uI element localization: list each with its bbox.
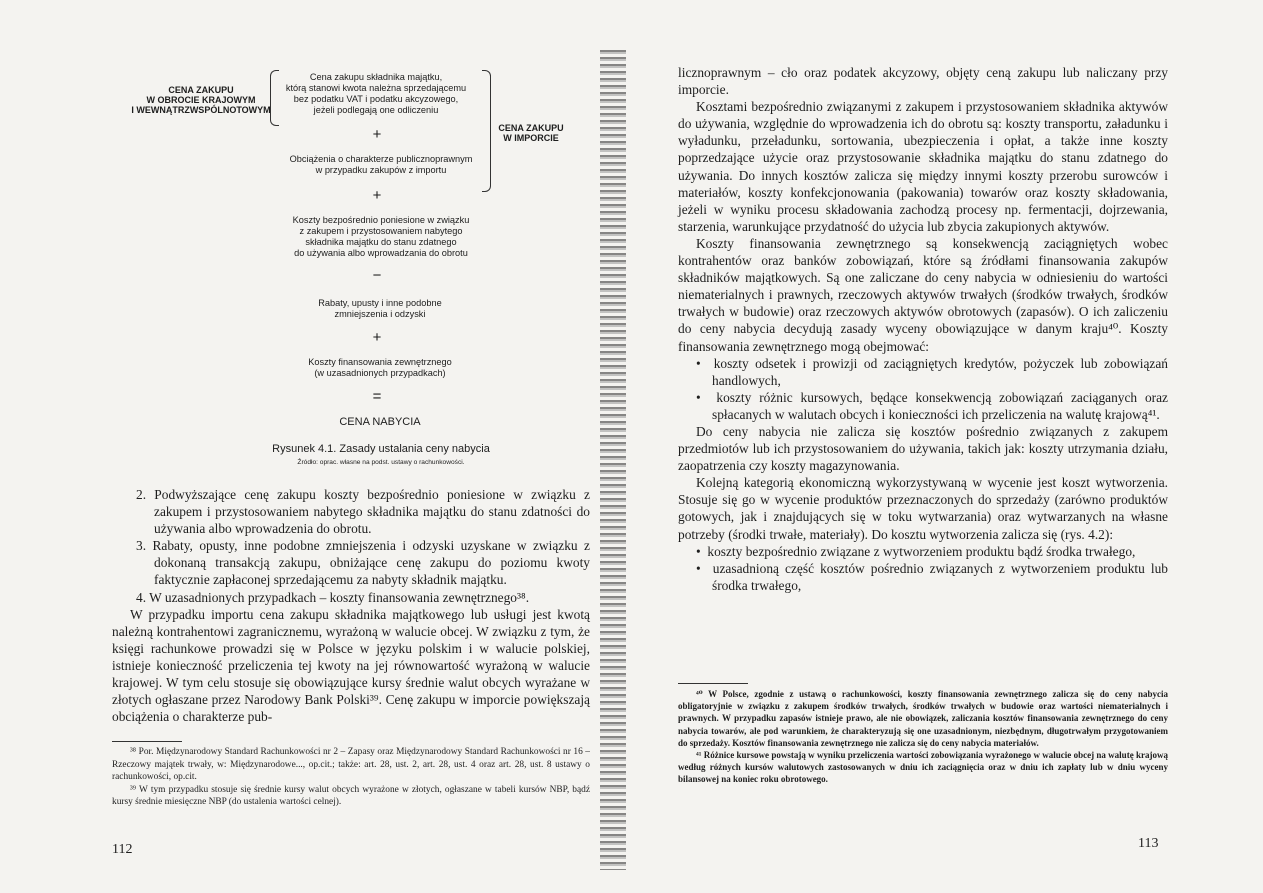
list-item-2: 2. Podwyższające cenę zakupu koszty bezpośrednio poniesione w związku z zakupem i przystosowaniem nabytego składnika majątku do stanu zdatności do używania albo wprowadzenia do obrotu. (136, 487, 590, 537)
bullet-item: • koszty różnic kursowych, będące konsekwencją zobowiązań zaciąganych oraz spłacanych w walutach obcych i konieczności ich przeliczenia na walutę krajową⁴¹. (696, 389, 1169, 422)
diagram-box-koszty-finansowania: Koszty finansowania zewnętrznego (w uzasadnionych przypadkach) (308, 357, 452, 378)
footnote-40: ⁴⁰ W Polsce, zgodnie z ustawą o rachunkowości, koszty finansowania zewnętrznego zalicza się do ceny nabycia obligatoryjnie w związku z zakupem środków trwałych, środków trwałych w budowie oraz wartości niematerialnych i prawnych. W przypadku zapasów istnieje prawo, ale nie obowiązek, zaliczania kosztów finansowania zewnętrznego do ceny nabycia towarów, ale pod warunkiem, że charakteryzują się one uzasadnionym, niezbędnym, długotrwałym przygotowaniem do sprzedaży. Kosztów finansowania zewnętrznego nie zalicza się do ceny nabycia materiałów. (678, 689, 1168, 748)
left-footnotes (112, 746, 590, 809)
bullet-item: • koszty bezpośrednio związane z wytworzeniem produktu bądź środka trwałego, (696, 543, 1136, 559)
plus-sign-3: + (372, 329, 382, 346)
figure-caption: Rysunek 4.1. Zasady ustalania ceny nabycia (272, 443, 490, 455)
paragraph-continued: licznoprawnym – cło oraz podatek akcyzowy, objęty ceną zakupu lub naliczany przy imporcie. (678, 65, 1168, 98)
plus-sign-1: + (372, 126, 382, 143)
paragraph-import: W przypadku importu cena zakupu składnika majątkowego lub usługi jest kwotą należną kontrahentowi zagranicznemu, wyrażoną w walucie obcej. W związku z tym, że księgi rachunkowe prowadzi się w Polsce w języku polskim i w walucie polskiej, istnieje konieczność przeliczenia tej kwoty na jej równowartość wyrażoną w walucie krajowej. W tym celu stosuje się obowiązujące kursy średnie walut obcych wyrażane w złotych ogłaszane przez Narodowy Bank Polski³⁹. Cenę zakupu w imporcie powiększają obciążenia o charakterze pub- (112, 606, 590, 725)
paragraph-koszty-bezposrednie: Kosztami bezpośrednio związanymi z zakupem i przystosowaniem składnika aktywów do używania, względnie do wprowadzenia ich do obrotu są: koszty transportu, załadunku i wyładunku, przeładunku, sortowania, ubezpieczenia i opłat, a także inne koszty poprzedzające użycie oraz przystosowanie składnika majątku do stanu zdatnego do używania. Do innych kosztów zalicza się między innymi koszty przerobu surowców i materiałów, koszty konfekcjonowania (pakowania) towarów oraz koszty składowania, jeżeli w wyniku procesu składowania zachodzą procesy np. fermentacji, dojrzewania, starzenia, warunkujące przydatność do użycia lub zbycia zakupionych aktywów. (678, 99, 1168, 234)
bullet-text: uzasadnioną część kosztów pośrednio związanych z wytworzeniem produktu lub środka trwałego, (712, 560, 1168, 593)
paragraph-koszty-finansowania: Koszty finansowania zewnętrznego są konsekwencją zaciągniętych wobec kontrahentów oraz banków zobowiązań, które są źródłami finansowania zakupów składników majątkowych. Są one zaliczane do ceny nabycia w odniesieniu do wartości niematerialnych i prawnych, rzeczowych aktywów trwałych (środków trwałych, środków trwałych w budowie) oraz rzeczowych aktywów obrotowych (zapasów). O ich zaliczeniu do ceny nabycia decydują zasady wyceny obowiązujące w danym kraju⁴⁰. Koszty finansowania zewnętrznego mogą obejmować: (678, 235, 1168, 354)
bullet-text: koszty bezpośrednio związane z wytworzeniem produktu bądź środka trwałego, (707, 543, 1136, 559)
minus-sign: − (372, 267, 382, 284)
paragraph-koszt-wytworzenia: Kolejną kategorią ekonomiczną wykorzystywaną w wycenie jest koszt wytworzenia. Stosuje się go w wycenie produktów przeznaczonych do sprzedaży (zarówno produktów gotowych, jak i znajdujących się w toku wytwarzania) oraz wytwarzanych na własne potrzeby (środki trwałe, materiały). Do kosztu wytworzenia zalicza się (rys. 4.2): (678, 475, 1168, 542)
diagram-box-obciazenia: Obciążenia o charakterze publicznoprawnym w przypadku zakupów z importu (289, 154, 473, 175)
right-page (612, 0, 1263, 893)
list-item-4: 4. W uzasadnionych przypadkach – koszty finansowania zewnętrznego³⁸. (136, 589, 530, 605)
diagram-box-rabaty: Rabaty, upusty i inne podobne zmniejszenia i odzyski (318, 298, 442, 319)
plus-sign-2: + (372, 187, 382, 204)
page-number: 112 (112, 842, 133, 857)
paragraph-koszty-posrednie: Do ceny nabycia nie zalicza się kosztów pośrednio związanych z zakupem przedmiotów lub ich przystosowaniem do używania, takich jak: koszty utrzymania działu, zaopatrzenia czy koszty magazynowania. (678, 423, 1168, 474)
bullet-item: • uzasadnioną część kosztów pośrednio związanych z wytworzeniem produktu lub środka trwałego, (696, 560, 1168, 593)
bullet-text: koszty odsetek i prowizji od zaciągniętych kredytów, pożyczek lub zobowiązań handlowych, (712, 355, 1168, 388)
footnote-38: ³⁸ Por. Międzynarodowy Standard Rachunkowości nr 2 – Zapasy oraz Międzynarodowy Standard Rachunkowości nr 16 – Rzeczowy majątek trwały, w: Międzynarodowe..., op.cit.; także: art. 28, ust. 2, art. 28, ust. 4 oraz art. 28, ust. 8 ustawy o rachunkowości, op.cit. (112, 747, 590, 782)
equals-sign: = (372, 388, 382, 405)
label-cena-zakupu-import: CENA ZAKUPU W IMPORCIE (498, 123, 564, 143)
list-item-3: 3. Rabaty, opusty, inne podobne zmniejszenia i odzyski uzyskane w związku z dokonaną transakcją zakupu, obniżające cenę zakupu do poziomu kwoty faktycznie zapłaconej sprzedającemu za nabyty składnik majątku. (136, 538, 590, 588)
page-number: 113 (1138, 836, 1159, 851)
figure-source: Źródło: oprac. własne na podst. ustawy o rachunkowości. (297, 459, 465, 466)
footnote-39: ³⁹ W tym przypadku stosuje się średnie kursy walut obcych wyrażone w złotych, ogłaszane w tabeli kursów NBP, bądź kursy średnie miesięczne NBP (do ustalenia wartości celnej). (112, 784, 590, 807)
footnote-rule (112, 741, 182, 742)
diagram-box-cena-zakupu: Cena zakupu składnika majątku, którą stanowi kwota należna sprzedającemu bez podatku VAT i podatku akcyzowego, jeżeli podlegają one odliczeniu (285, 72, 467, 115)
left-body-text (112, 486, 590, 725)
footnote-rule (678, 683, 748, 684)
left-page (0, 0, 612, 893)
diagram-box-koszty-bezposrednie: Koszty bezpośrednio poniesione w związku z zakupem i przystosowaniem nabytego składnika majątku do stanu zdatnego do używania albo wprowadzania do obrotu (292, 215, 470, 258)
label-cena-zakupu-krajowa: CENA ZAKUPU W OBROCIE KRAJOWYM I WEWNĄTRZWSPÓLNOTOWYM (131, 85, 271, 115)
bullet-text: koszty różnic kursowych, będące konsekwencją zobowiązań zaciąganych oraz spłacanych w walutach obcych i konieczności ich przeliczenia na walutę krajową⁴¹. (712, 389, 1169, 422)
footnote-41: ⁴¹ Różnice kursowe powstają w wyniku przeliczenia wartości zobowiązania wyrażonego w walucie obcej na walutę krajową według różnych kursów walutowych zastosowanych w dniu ich zaciągnięcia oraz w dniu ich zapłaty lub w dniu wyceny bilansowej na koniec roku obrotowego. (678, 750, 1168, 785)
right-footnotes (678, 688, 1168, 786)
bullet-item: • koszty odsetek i prowizji od zaciągniętych kredytów, pożyczek lub zobowiązań handlowych, (696, 355, 1168, 388)
diagram-result: CENA NABYCIA (339, 416, 421, 428)
right-body-text (678, 64, 1168, 594)
